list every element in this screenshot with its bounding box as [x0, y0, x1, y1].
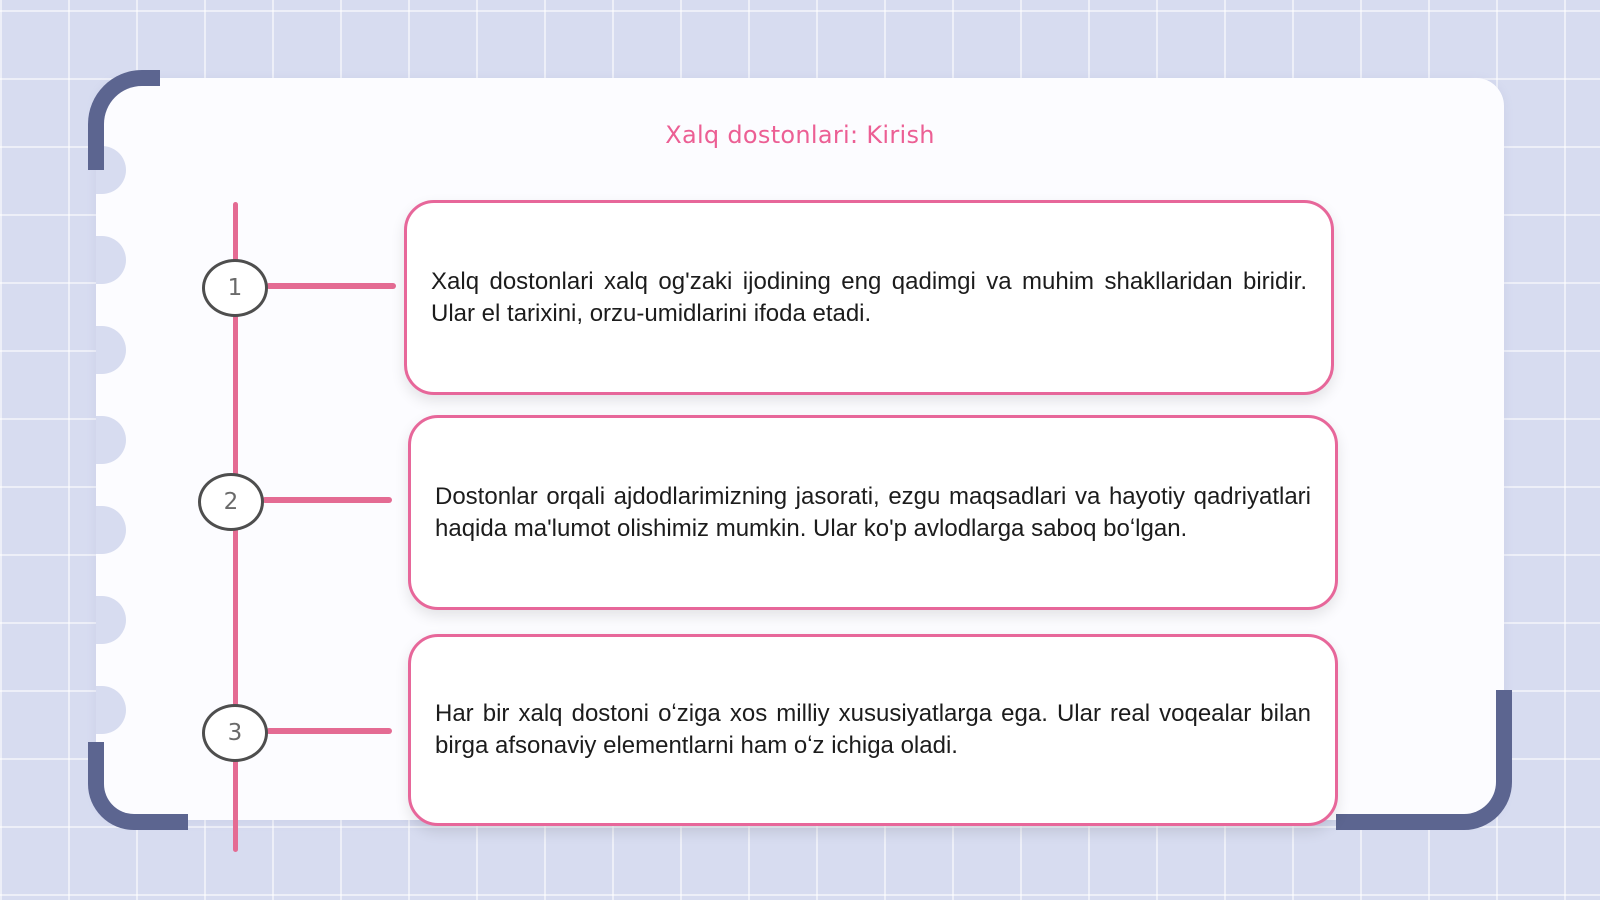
- paper-notch: [96, 326, 126, 374]
- paper-notch: [96, 686, 126, 734]
- paper-notch: [96, 236, 126, 284]
- paper-notch: [96, 596, 126, 644]
- step-number-badge: 3: [202, 704, 268, 762]
- paper-notch: [96, 506, 126, 554]
- corner-bracket-bottom-left: [88, 742, 188, 830]
- step-text: Har bir xalq dostoni oʻziga xos milliy xususiyatlarga ega. Ular real voqealar bilan birga afsonaviy elementlarni ham oʻz ichiga oladi.: [435, 700, 1311, 759]
- step-connector: [266, 283, 396, 289]
- step-card: [408, 415, 1338, 610]
- step-number-badge: 2: [198, 473, 264, 531]
- step-text: Dostonlar orqali ajdodlarimizning jasorati, ezgu maqsadlari va hayotiy qadriyatlari haqida ma'lumot olishimiz mumkin. Ular ko'p avlodlarga saboq boʻlgan.: [435, 482, 1311, 542]
- paper-notch: [96, 416, 126, 464]
- corner-bracket-top-left: [88, 70, 160, 170]
- step-card: [404, 200, 1334, 395]
- step-number-badge: 1: [202, 259, 268, 317]
- step-connector: [262, 497, 392, 503]
- slide-title: Xalq dostonlari: Kirish: [665, 121, 935, 149]
- step-text: Xalq dostonlari xalq og'zaki ijodining eng qadimgi va muhim shakllaridan biridir. Ular el tarixini, orzu-umidlarini ifoda etadi.: [431, 267, 1307, 327]
- step-card: [408, 634, 1338, 826]
- step-connector: [266, 728, 392, 734]
- corner-bracket-bottom-right: [1336, 690, 1512, 830]
